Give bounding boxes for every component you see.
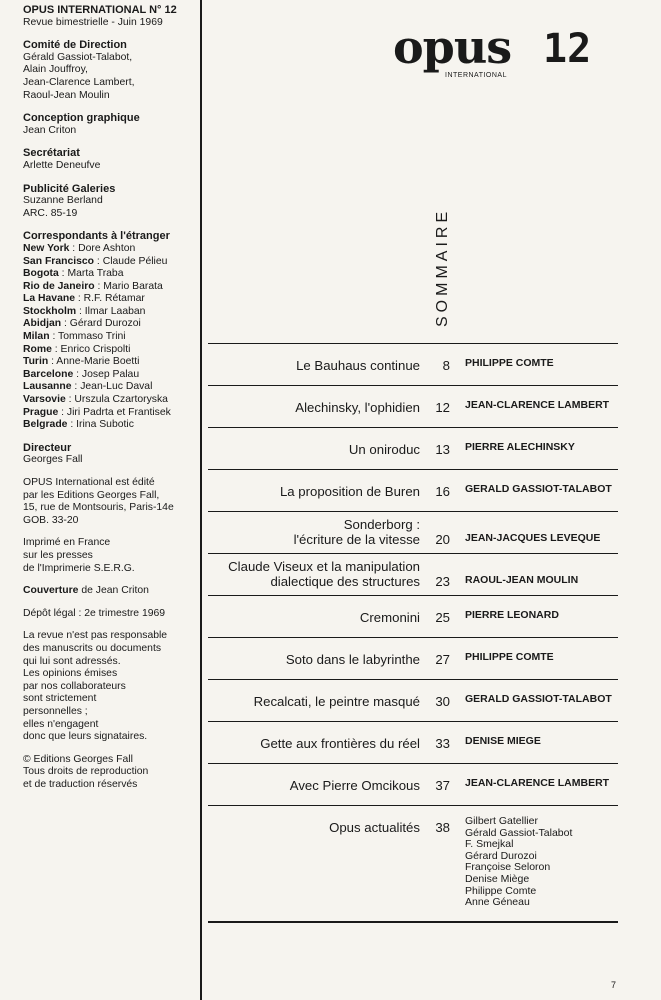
ads-heading: Publicité Galeries [23,182,116,195]
correspondent-entry: La Havane : R.F. Rétamar [23,293,145,305]
toc-title-line: dialectique des structures [270,574,420,589]
correspondent-city: Belgrade [23,419,68,431]
toc-title-line: Le Bauhaus continue [296,358,420,373]
correspondent-entry: Varsovie : Urszula Czartoryska [23,394,168,406]
toc-title-line: Avec Pierre Omcikous [289,778,420,793]
disclaimer-line: des manuscrits ou documents [23,642,162,654]
disclaimer-line: par nos collaborateurs [23,680,126,692]
toc-page-number: 8 [442,358,450,373]
toc-page-number: 38 [435,820,450,835]
toc-author: Françoise Seloron [465,861,551,874]
publisher-line: 15, rue de Montsouris, Paris-14e [23,502,174,514]
toc-author: Anne Géneau [465,896,530,909]
toc-title-line: Gette aux frontières du réel [260,736,420,751]
correspondent-city: Barcelone [23,368,74,380]
toc-title-line: Claude Viseux et la manipulation [228,559,420,574]
toc-page-number: 25 [435,610,450,625]
correspondent-city: Rome [23,343,52,355]
correspondent-entry: Belgrade : Irina Subotic [23,419,134,431]
disclaimer-line: sont strictement [23,693,97,705]
correspondent-name: Claude Pélieu [102,255,168,267]
toc-entry [208,805,618,944]
design-heading: Conception graphique [23,112,140,125]
correspondent-entry: Rome : Enrico Crispolti [23,343,131,355]
toc-author-list [465,816,572,909]
toc-page-number: 33 [435,736,450,751]
toc-page-number: 13 [435,442,450,457]
logo-international: INTERNATIONAL [445,72,507,79]
toc-entry [208,385,618,427]
correspondent-entry: Rio de Janeiro : Mario Barata [23,280,163,292]
journal-subtitle: Revue bimestrielle - Juin 1969 [23,16,163,28]
director-heading: Directeur [23,441,72,454]
copyright-line: Tous droits de reproduction [23,766,149,778]
journal-title: OPUS INTERNATIONAL N° 12 [23,4,177,16]
publisher-line: par les Editions Georges Fall, [23,489,160,501]
sommaire-heading: SOMMAIRE [434,207,451,327]
correspondents-heading: Correspondants à l'étranger [23,230,170,243]
toc-title [280,484,420,499]
toc-title-line: Un oniroduc [348,442,420,457]
correspondent-city: Bogota [23,268,59,280]
correspondent-entry: San Francisco : Claude Pélieu [23,255,168,267]
toc-title [290,778,420,793]
correspondent-entry: Turin : Anne-Marie Boetti [23,356,140,368]
toc-entry [208,637,618,679]
toc-entry [208,427,618,469]
toc-title [228,559,420,589]
toc-entry [208,679,618,721]
committee-member: Jean-Clarence Lambert, [23,76,135,88]
disclaimer-line: Les opinions émises [23,668,118,680]
toc-author: PIERRE LEONARD [465,609,559,621]
director: Georges Fall [23,454,83,466]
toc-title [260,736,420,751]
correspondent-entry: Lausanne : Jean-Luc Daval [23,381,153,393]
toc-author: GERALD GASSIOT-TALABOT [465,483,612,495]
toc-author: F. Smejkal [465,838,514,851]
column-divider [200,0,202,1000]
toc-page-number: 30 [435,694,450,709]
toc-entry [208,595,618,637]
correspondent-name: Urszula Czartoryska [74,394,168,406]
issue-number: 12 [543,26,592,72]
toc-title [294,517,420,547]
page-number: 7 [611,980,617,990]
toc-author: PIERRE ALECHINSKY [465,441,575,453]
correspondent-name: Irina Subotic [76,419,134,431]
toc-page-number: 20 [435,532,450,547]
toc-author: Denise Miège [465,872,530,885]
printer-line: Imprimé en France [23,537,111,549]
correspondent-city: Abidjan [23,318,62,330]
correspondent-city: Stockholm [23,305,77,317]
table-of-contents [208,343,618,944]
publisher-line: GOB. 33-20 [23,514,79,526]
correspondent-city: Lausanne [23,381,72,393]
correspondent-entry: Abidjan : Gérard Durozoi [23,318,141,330]
opus-logo [393,22,633,82]
toc-title-line: l'écriture de la vitesse [293,532,420,547]
correspondent-city: San Francisco [23,255,95,267]
correspondent-name: Josep Palau [81,368,140,380]
correspondent-name: Ilmar Laaban [84,305,146,317]
committee-member: Gérald Gassiot-Talabot, [23,51,133,63]
legal-deposit: Dépôt légal : 2e trimestre 1969 [23,607,166,619]
disclaimer-line: qui lui sont adressés. [23,655,121,667]
correspondent-name: Tommaso Trini [58,331,126,343]
copyright-line: et de traduction réservés [23,778,138,790]
toc-entry [208,469,618,511]
correspondent-name: Jean-Luc Daval [80,381,153,393]
correspondents-list [23,243,195,432]
printer-line: de l'Imprimerie S.E.R.G. [23,562,135,574]
cover-name: de Jean Criton [81,585,149,597]
toc-title-line: Alechinsky, l'ophidien [295,400,420,415]
toc-bottom-rule [208,921,618,923]
disclaimer-line: personnelles ; [23,705,88,717]
toc-title [254,694,420,709]
correspondent-name: Jiri Padrta et Frantisek [66,406,171,418]
toc-author: JEAN-JACQUES LEVEQUE [465,532,601,544]
correspondent-entry: Barcelone : Josep Palau [23,368,140,380]
correspondent-entry: New York : Dore Ashton [23,242,136,254]
correspondent-city: Milan [23,331,50,343]
correspondent-name: Marta Traba [67,268,124,280]
toc-title-line: Opus actualités [329,820,420,835]
toc-author: Gérard Durozoi [465,849,537,862]
correspondent-city: Rio de Janeiro [23,280,95,292]
committee-member: Alain Jouffroy, [23,64,88,76]
correspondent-entry: Bogota : Marta Traba [23,268,124,280]
toc-author: GERALD GASSIOT-TALABOT [465,693,612,705]
toc-title-line: Recalcati, le peintre masqué [253,694,420,709]
disclaimer-line: elles n'engagent [23,718,99,730]
committee-member: Raoul-Jean Moulin [23,89,110,101]
logo-opus: opus [393,20,512,74]
correspondent-city: New York [23,242,70,254]
toc-entry [208,343,618,385]
ads-contact: Suzanne Berland [23,195,103,207]
toc-title-line: Cremonini [359,610,420,625]
toc-author: JEAN-CLARENCE LAMBERT [465,777,610,789]
correspondent-entry: Stockholm : Ilmar Laaban [23,305,146,317]
committee-heading: Comité de Direction [23,39,127,52]
toc-author: Gilbert Gatellier [465,815,538,827]
toc-author: JEAN-CLARENCE LAMBERT [465,399,610,411]
secretary: Arlette Deneufve [23,159,101,171]
toc-page-number: 12 [435,400,450,415]
copyright-line: © Editions Georges Fall [23,753,133,765]
correspondent-city: Turin [23,356,49,368]
disclaimer-line: donc que leurs signataires. [23,731,148,743]
correspondent-name: Enrico Crispolti [60,343,131,355]
toc-entry [208,553,618,595]
toc-page-number: 23 [435,574,450,589]
correspondent-city: La Havane [23,293,75,305]
cover-credit [23,585,195,598]
toc-title [329,820,420,835]
correspondent-entry: Prague : Jiri Padrta et Frantisek [23,406,171,418]
toc-title [349,442,420,457]
toc-page-number: 16 [435,484,450,499]
toc-title-line: La proposition de Buren [279,484,420,499]
toc-title [296,358,420,373]
toc-entry [208,721,618,763]
toc-entry [208,763,618,805]
correspondent-city: Prague [23,406,59,418]
correspondent-name: Gérard Durozoi [69,318,141,330]
toc-author: PHILIPPE COMTE [465,651,554,663]
correspondent-entry: Milan : Tommaso Trini [23,331,126,343]
disclaimer-line: La revue n'est pas responsable [23,630,168,642]
correspondent-name: Mario Barata [103,280,163,292]
toc-title-line: Soto dans le labyrinthe [285,652,420,667]
correspondent-name: Anne-Marie Boetti [56,356,140,368]
toc-author: Philippe Comte [465,884,537,897]
toc-entry [208,511,618,553]
correspondent-name: R.F. Rétamar [83,293,145,305]
toc-author: PHILIPPE COMTE [465,357,554,369]
secretariat-heading: Secrétariat [23,147,80,160]
toc-title [295,400,420,415]
toc-author: DENISE MIEGE [465,735,541,747]
cover-label: Couverture [23,585,79,597]
toc-title-line: Sonderborg : [343,517,420,532]
correspondent-city: Varsovie [23,394,66,406]
masthead-credits [23,4,195,791]
toc-author: RAOUL-JEAN MOULIN [465,574,579,586]
toc-page-number: 27 [435,652,450,667]
correspondent-name: Dore Ashton [78,242,136,254]
toc-title [360,610,420,625]
designer: Jean Criton [23,124,77,136]
toc-page-number: 37 [435,778,450,793]
toc-author: Gérald Gassiot-Talabot [465,826,573,839]
ads-phone: ARC. 85-19 [23,207,78,219]
printer-line: sur les presses [23,549,93,561]
toc-title [286,652,420,667]
publisher-line: OPUS International est édité [23,477,155,488]
